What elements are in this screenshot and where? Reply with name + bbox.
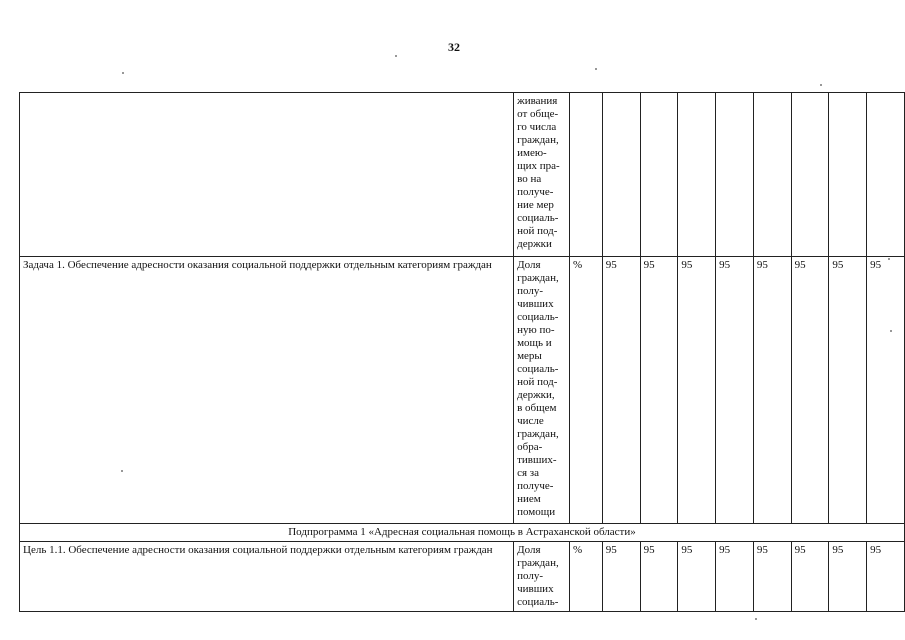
scan-speck: [820, 84, 822, 86]
row-unit: [570, 93, 603, 257]
value-cell: 95: [829, 542, 867, 612]
row-indicator: Доля граждан, полу- чивших социаль- ную по- мощь и меры социаль- ной под- держки, в общем числе граждан, обра- тивших- ся за получе- нием помощи: [514, 257, 570, 524]
value-cell: 95: [602, 257, 640, 524]
value-cell: 95: [716, 542, 754, 612]
indicator-table: [19, 92, 905, 612]
subprogram-title: Подпрограмма 1 «Адресная социальная помощь в Астраханской области»: [20, 524, 905, 542]
page-number: 32: [448, 40, 460, 54]
value-cell: 95: [829, 257, 867, 524]
value-cell: 95: [640, 257, 678, 524]
value-cell: 95: [678, 542, 716, 612]
row-description: Задача 1. Обеспечение адресности оказания социальной поддержки отдельным категориям граждан: [20, 257, 514, 524]
scan-speck: [395, 55, 397, 57]
value-cell: [678, 93, 716, 257]
value-cell: [640, 93, 678, 257]
value-cell: 95: [753, 542, 791, 612]
subprogram-row: [20, 524, 905, 542]
value-cell: 95: [791, 257, 829, 524]
value-cell: 95: [602, 542, 640, 612]
value-cell: 95: [753, 257, 791, 524]
row-unit: %: [570, 257, 603, 524]
value-cell: 95: [867, 257, 905, 524]
row-indicator: живания от обще- го числа граждан, имею- щих пра- во на получе- ние мер социаль- ной под- держки: [514, 93, 570, 257]
row-unit: %: [570, 542, 603, 612]
row-description: [20, 93, 514, 257]
value-cell: 95: [716, 257, 754, 524]
table-row: [20, 257, 905, 524]
value-cell: 95: [640, 542, 678, 612]
value-cell: [602, 93, 640, 257]
value-cell: 95: [867, 542, 905, 612]
value-cell: [716, 93, 754, 257]
value-cell: 95: [791, 542, 829, 612]
table-row: [20, 542, 905, 612]
value-cell: 95: [678, 257, 716, 524]
row-description: Цель 1.1. Обеспечение адресности оказания социальной поддержки отдельным категориям граждан: [20, 542, 514, 612]
scan-speck: [755, 618, 757, 620]
scan-speck: [595, 68, 597, 70]
row-indicator: Доля граждан, полу- чивших социаль-: [514, 542, 570, 612]
value-cell: [829, 93, 867, 257]
value-cell: [753, 93, 791, 257]
value-cell: [867, 93, 905, 257]
scan-speck: [122, 72, 124, 74]
table-row: [20, 93, 905, 257]
value-cell: [791, 93, 829, 257]
